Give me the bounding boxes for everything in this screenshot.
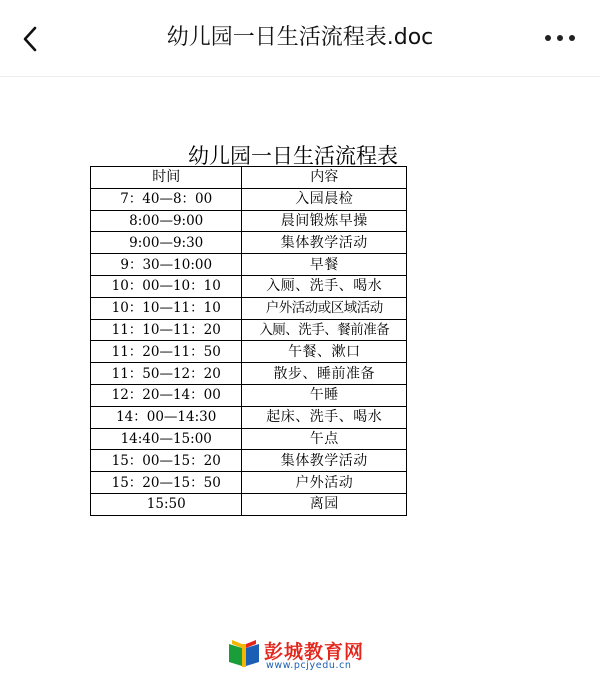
- content-cell: 起床、洗手、喝水: [242, 406, 407, 428]
- table-row: [91, 450, 407, 472]
- content-cell: 入厕、洗手、喝水: [242, 275, 407, 297]
- table-row: [91, 210, 407, 232]
- content-cell: 晨间锻炼早操: [242, 210, 407, 232]
- watermark-site-url: www.pcjyedu.cn: [266, 660, 352, 671]
- time-cell: 15：00—15：20: [91, 450, 242, 472]
- more-button[interactable]: [542, 28, 582, 48]
- content-cell: 集体教学活动: [242, 232, 407, 254]
- content-cell: 午餐、漱口: [242, 341, 407, 363]
- content-cell: 散步、睡前准备: [242, 363, 407, 385]
- time-cell: 11：20—11：50: [91, 341, 242, 363]
- time-cell: 11：50—12：20: [91, 363, 242, 385]
- table-row: [91, 363, 407, 385]
- time-cell: 10：10—11：10: [91, 297, 242, 319]
- content-cell: 入园晨检: [242, 188, 407, 210]
- table-row: [91, 384, 407, 406]
- books-logo-icon: [226, 636, 262, 670]
- time-cell: 10：00—10：10: [91, 275, 242, 297]
- table-row: [91, 493, 407, 515]
- table-row: [91, 297, 407, 319]
- content-cell: 早餐: [242, 254, 407, 276]
- watermark-logo: [226, 636, 376, 670]
- table-row: [91, 319, 407, 341]
- content-cell: 午睡: [242, 384, 407, 406]
- table-row: [91, 188, 407, 210]
- time-cell: 12：20—14：00: [91, 384, 242, 406]
- table-header-row: [91, 167, 407, 189]
- content-cell: 户外活动: [242, 472, 407, 494]
- time-cell: 15：20—15：50: [91, 472, 242, 494]
- chevron-left-icon: [16, 24, 46, 54]
- more-horizontal-icon: [542, 28, 582, 48]
- time-cell: 7：40—8：00: [91, 188, 242, 210]
- document-title: 幼儿园一日生活流程表: [188, 144, 398, 168]
- time-cell: 15:50: [91, 493, 242, 515]
- time-cell: 11：10—11：20: [91, 319, 242, 341]
- content-cell: 入厕、洗手、餐前准备: [242, 319, 407, 341]
- column-header-content: 内容: [242, 167, 407, 189]
- column-header-time: 时间: [91, 167, 242, 189]
- table-row: [91, 341, 407, 363]
- back-button[interactable]: [16, 24, 46, 54]
- schedule-table-body: [91, 188, 407, 515]
- time-cell: 9:00—9:30: [91, 232, 242, 254]
- content-cell: 离园: [242, 493, 407, 515]
- table-row: [91, 275, 407, 297]
- content-cell: 午点: [242, 428, 407, 450]
- watermark-site-name: 彭城教育网: [264, 641, 365, 663]
- time-cell: 8:00—9:00: [91, 210, 242, 232]
- schedule-table: [90, 166, 407, 516]
- time-cell: 14:40—15:00: [91, 428, 242, 450]
- table-row: [91, 406, 407, 428]
- table-row: [91, 232, 407, 254]
- table-row: [91, 472, 407, 494]
- content-cell: 集体教学活动: [242, 450, 407, 472]
- table-row: [91, 254, 407, 276]
- content-cell: 户外活动或区域活动: [242, 297, 407, 319]
- time-cell: 9：30—10:00: [91, 254, 242, 276]
- time-cell: 14：00—14:30: [91, 406, 242, 428]
- top-bar: [0, 0, 600, 77]
- window-title: 幼儿园一日生活流程表.doc: [166, 25, 434, 50]
- table-row: [91, 428, 407, 450]
